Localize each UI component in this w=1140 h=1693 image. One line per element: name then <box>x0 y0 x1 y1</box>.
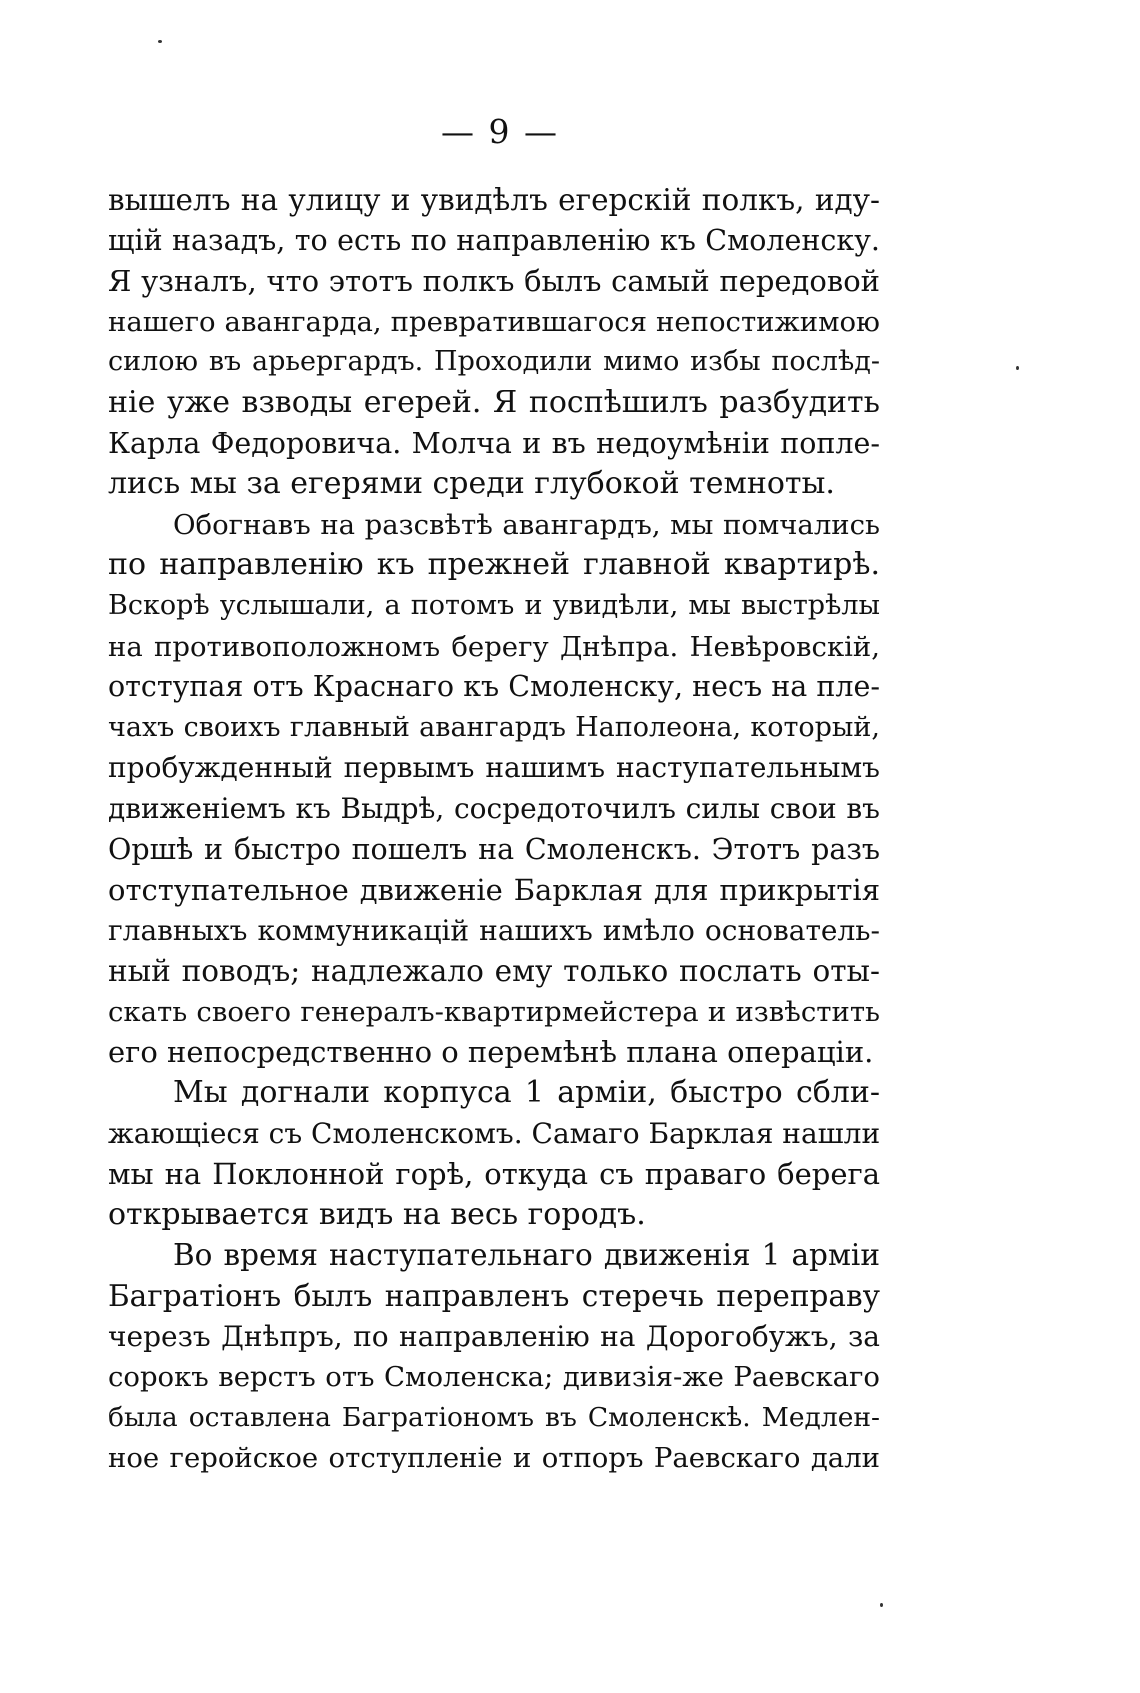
text-line: главныхъ коммуникацій нашихъ имѣло основатель- <box>108 913 880 947</box>
text-line: ный поводъ; надлежало ему только послать оты- <box>108 954 880 989</box>
page-number: — 9 — <box>441 112 559 151</box>
text-line: Карла Федоровича. Молча и въ недоумѣніи попле- <box>108 426 880 460</box>
text-line: ніе уже взводы егерей. Я поспѣшилъ разбудить <box>108 384 880 420</box>
text-line: мы на Поклонной горѣ, откуда съ праваго берега <box>108 1157 880 1192</box>
text-line: лись мы за егерями среди глубокой темноты. <box>108 466 835 502</box>
text-line: силою въ арьергардъ. Проходили мимо избы послѣд- <box>108 346 880 378</box>
text-line: Вскорѣ услышали, а потомъ и увидѣли, мы выстрѣлы <box>108 589 880 621</box>
text-line: отступательное движеніе Барклая для прикрытія <box>108 873 880 908</box>
text-line: открывается видъ на весь городъ. <box>108 1196 646 1232</box>
text-line: Обогнавъ на разсвѣтѣ авангардъ, мы помчались <box>173 508 880 541</box>
text-line: чахъ своихъ главный авангардъ Наполеона, который, <box>108 711 880 743</box>
text-line: черезъ Днѣпръ, по направленію на Дорогобужъ, за <box>108 1319 880 1353</box>
text-line: ное геройское отступленіе и отпоръ Раевскаго дали <box>108 1442 880 1475</box>
text-line: на противоположномъ берегу Днѣпра. Невѣровскій, <box>108 630 880 663</box>
text-line: щій назадъ, то есть по направленію къ Смоленску. <box>108 223 880 257</box>
text-line: по направленію къ прежней главной квартирѣ. <box>108 547 880 583</box>
ink-speck <box>880 1603 883 1607</box>
text-line: жающіеся съ Смоленскомъ. Самаго Барклая нашли <box>108 1116 881 1150</box>
text-line: его непосредственно о перемѣнѣ плана операціи. <box>108 1035 874 1070</box>
text-line: движеніемъ къ Выдрѣ, сосредоточилъ силы свои въ <box>108 791 880 825</box>
text-line: пробужденный первымъ нашимъ наступательнымъ <box>108 751 880 785</box>
text-line: нашего авангарда, превратившагося непостижимою <box>108 305 880 338</box>
ink-speck <box>158 40 162 43</box>
text-line: Мы догнали корпуса 1 арміи, быстро сбли- <box>173 1075 880 1111</box>
text-line: отступая отъ Краснаго къ Смоленску, несъ на пле- <box>108 670 880 704</box>
text-line: Во время наступательнаго движенія 1 арміи <box>173 1238 880 1273</box>
text-line: вышелъ на улицу и увидѣлъ егерскій полкъ, иду- <box>108 183 880 217</box>
text-line: Багратіонъ былъ направленъ стеречь переправу <box>108 1279 880 1314</box>
text-line: Я узналъ, что этотъ полкъ былъ самый передовой <box>108 264 880 299</box>
ink-speck <box>1016 366 1019 370</box>
body-text <box>108 180 880 1479</box>
text-line: была оставлена Багратіономъ въ Смоленскѣ. Медлен- <box>108 1401 880 1433</box>
text-line: сорокъ верстъ отъ Смоленска; дивизія-же Раевскаго <box>108 1361 880 1394</box>
text-line: скать своего генералъ-квартирмейстера и извѣстить <box>108 995 880 1028</box>
text-line: Оршѣ и быстро пошелъ на Смоленскъ. Этотъ разъ <box>108 832 880 866</box>
